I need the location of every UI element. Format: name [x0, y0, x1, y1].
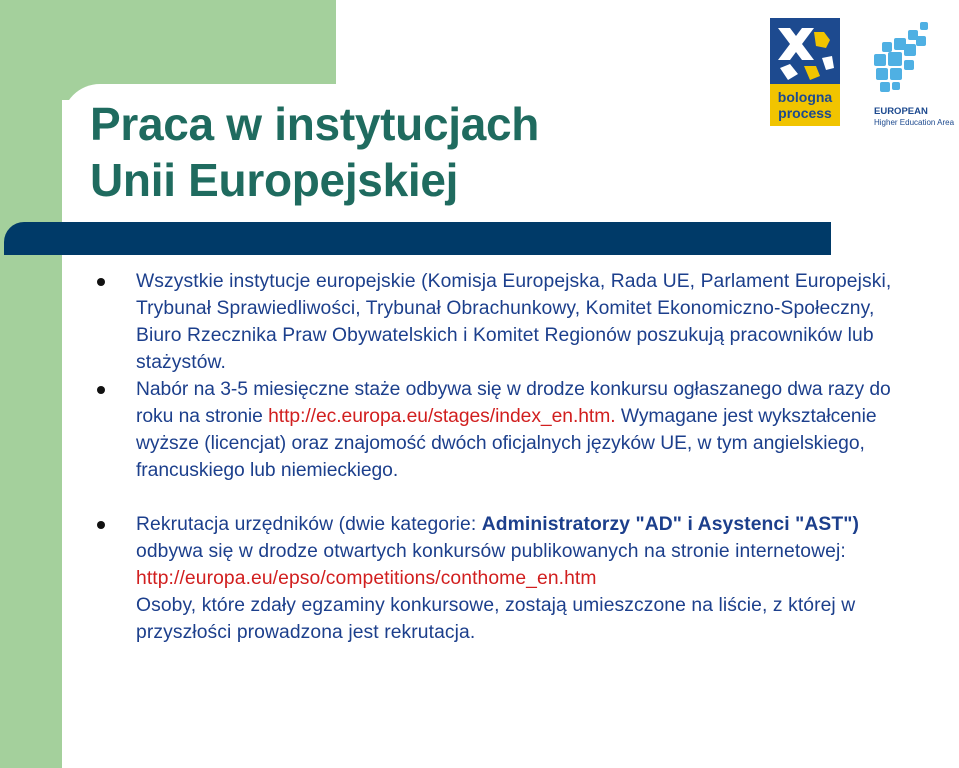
bullet-item-recruitment [95, 511, 915, 646]
bologna-text-line-1: bologna [777, 89, 833, 105]
bologna-process-logo [770, 18, 840, 126]
bullet-dot-icon [97, 278, 105, 286]
bullet-text: Osoby, które zdały egzaminy konkursowe, zostają umieszczone na liście, z której w przyszłości prowadzona jest rekrutacja. [136, 595, 856, 643]
bullet-text: odbywa się w drodze otwartych konkursów publikowanych na stronie internetowej: [136, 541, 846, 562]
ehea-text-line-2: Higher Education Area [874, 118, 955, 127]
bullet-item-institutions [95, 268, 915, 376]
ehea-text-line-1: EUROPEAN [874, 106, 928, 117]
bullet-text: Wymagane jest wykształcenie wyższe (licencjat) oraz znajomość dwóch oficjalnych języków UE, w tym angielskiego, francuskiego lub niemieckiego. [136, 406, 877, 481]
slide-title [90, 96, 539, 208]
title-divider-bar [4, 222, 831, 255]
internships-link[interactable]: http://ec.europa.eu/stages/index_en.htm. [268, 406, 616, 427]
bullet-text: Rekrutacja urzędników (dwie kategorie: [136, 514, 482, 535]
puzzle-pieces-icon [874, 22, 928, 92]
bullet-text: Wszystkie instytucje europejskie (Komisja Europejska, Rada UE, Parlament Europejski, Trybunał Sprawiedliwości, Trybunał Obrachunkowy, Komitet Ekonomiczno-Społeczny, Biuro Rzecznika Praw Obywatelskich i Komitet Regionów poszukują pracowników lub stażystów. [136, 271, 892, 373]
bullet-bold-text: Administratorzy "AD" i Asystenci "AST") [481, 514, 860, 535]
ehea-logo [874, 22, 955, 127]
epso-link[interactable]: http://europa.eu/epso/competitions/conthome_en.htm [136, 568, 597, 589]
bologna-text-line-2: process [778, 105, 832, 121]
green-left-strip [0, 0, 62, 768]
bullet-list [95, 268, 915, 646]
bullet-dot-icon [97, 521, 105, 529]
bullet-item-internships [95, 376, 915, 484]
bullet-text: Nabór na 3-5 miesięczne staże odbywa się w drodze konkursu ogłaszanego dwa razy do roku na stronie [136, 379, 891, 427]
slide-title-line-1: Praca w instytucjach [90, 98, 540, 150]
logos [770, 18, 955, 128]
slide-title-line-2: Unii Europejskiej [90, 154, 459, 206]
bullet-dot-icon [97, 386, 105, 394]
